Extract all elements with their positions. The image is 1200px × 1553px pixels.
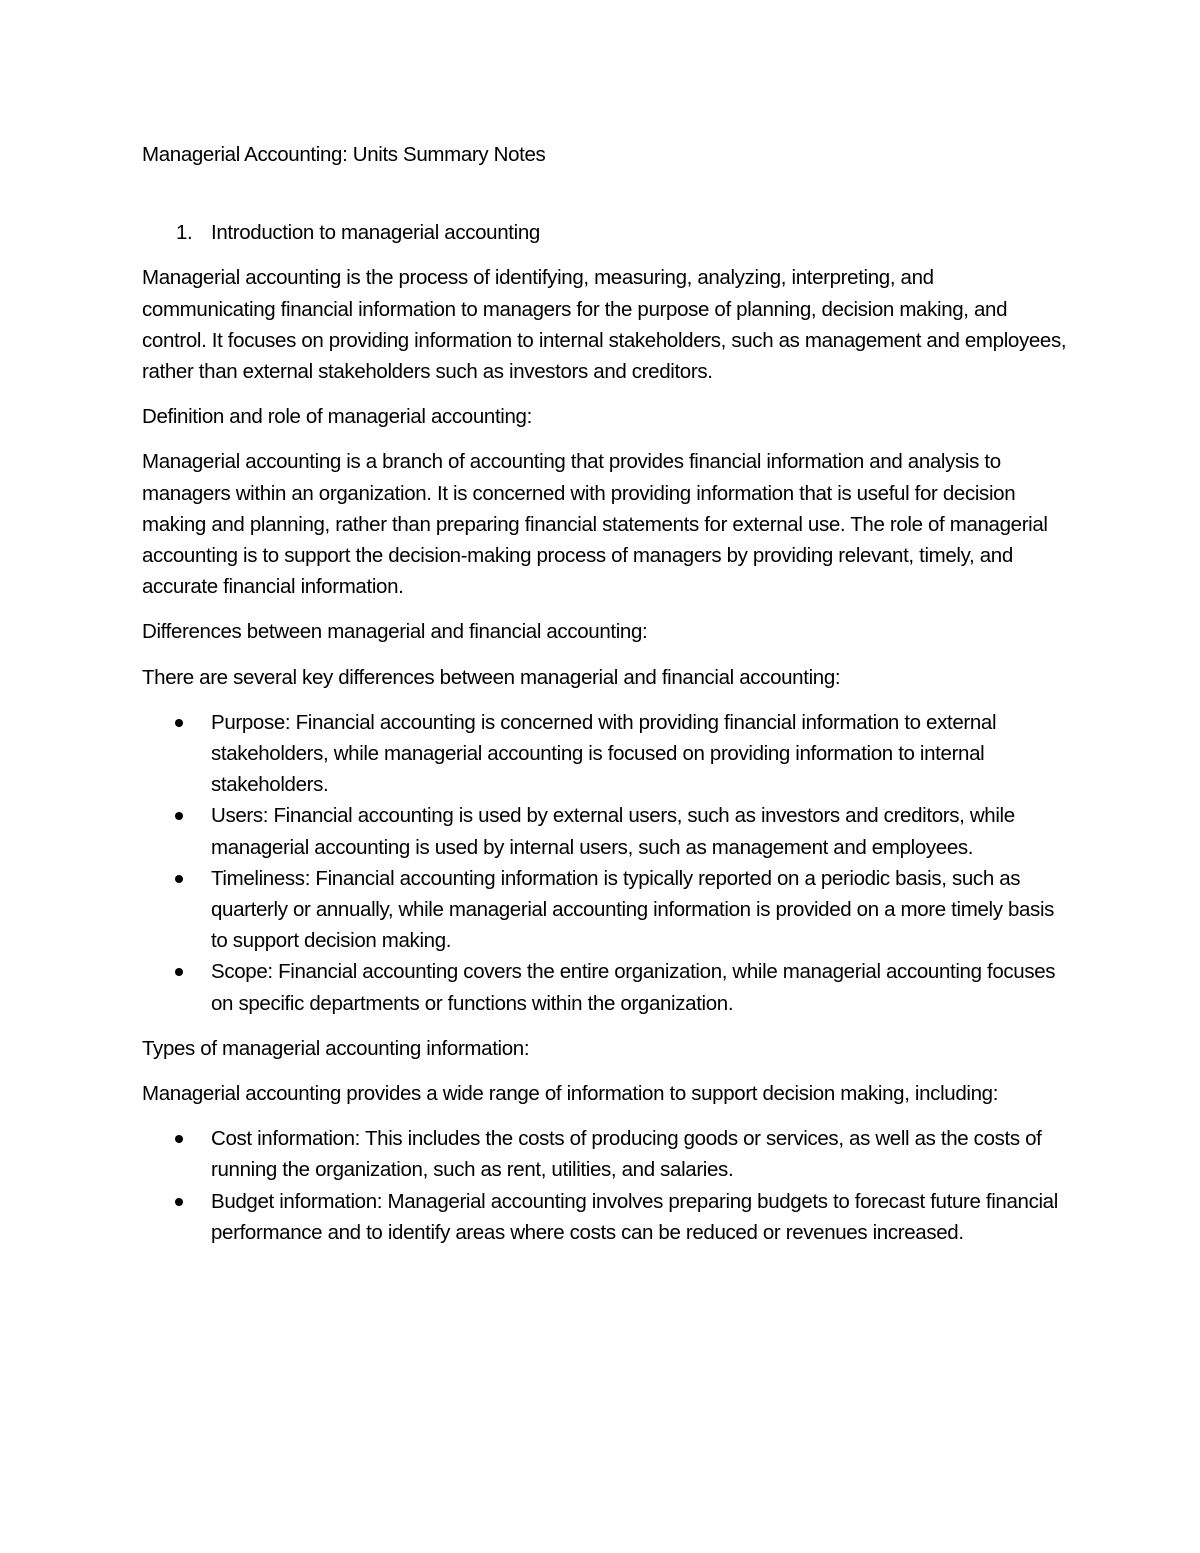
bullet-icon <box>175 1135 183 1143</box>
list-item-text: Budget information: Managerial accounting involves preparing budgets to forecast future financial performance and to identify areas where costs can be reduced or revenues increased. <box>211 1189 1058 1244</box>
list-item <box>142 956 1072 1018</box>
document-title: Managerial Accounting: Units Summary Notes <box>142 143 546 166</box>
section-item <box>142 217 1072 248</box>
section-heading: Introduction to managerial accounting <box>211 221 540 245</box>
bullet-icon <box>175 719 183 727</box>
bullet-icon <box>175 1198 183 1206</box>
types-list <box>142 1123 1072 1248</box>
list-item <box>142 1186 1072 1248</box>
list-item-text: Scope: Financial accounting covers the entire organization, while managerial accounting focuses on specific departments or functions within the organization. <box>211 960 1056 1015</box>
bullet-icon <box>175 875 183 883</box>
document-page <box>142 139 1072 1248</box>
list-item-text: Users: Financial accounting is used by external users, such as investors and creditors, while managerial accounting is used by internal users, such as management and employees. <box>211 804 1015 859</box>
definition-heading: Definition and role of managerial accounting: <box>142 405 532 429</box>
list-item <box>142 863 1072 957</box>
list-item-text: Cost information: This includes the costs of producing goods or services, as well as the costs of running the organization, such as rent, utilities, and salaries. <box>211 1127 1042 1182</box>
differences-list <box>142 707 1072 1019</box>
intro-paragraph: Managerial accounting is the process of identifying, measuring, analyzing, interpreting, and communicating financial information to managers for the purpose of planning, decision making, and control. It focuses on providing information to internal stakeholders, such as management and employees, rather than external stakeholders such as investors and creditors. <box>142 266 1067 384</box>
bullet-icon <box>175 812 183 820</box>
list-item <box>142 707 1072 801</box>
list-item <box>142 800 1072 862</box>
bullet-icon <box>175 968 183 976</box>
differences-heading: Differences between managerial and financial accounting: <box>142 620 648 644</box>
section-list <box>142 217 1072 248</box>
list-item <box>142 1123 1072 1185</box>
list-item-text: Purpose: Financial accounting is concerned with providing financial information to external stakeholders, while managerial accounting is focused on providing information to internal stakeholders. <box>211 710 997 797</box>
section-number: 1. <box>176 221 193 245</box>
types-heading: Types of managerial accounting information: <box>142 1036 530 1060</box>
definition-paragraph: Managerial accounting is a branch of accounting that provides financial information and analysis to managers within an organization. It is concerned with providing information that is useful for decision making and planning, rather than preparing financial statements for external use. The role of managerial accounting is to support the decision-making process of managers by providing relevant, timely, and accurate financial information. <box>142 450 1048 599</box>
differences-intro: There are several key differences between managerial and financial accounting: <box>142 665 841 689</box>
list-item-text: Timeliness: Financial accounting information is typically reported on a periodic basis, such as quarterly or annually, while managerial accounting information is provided on a more timely basis to support decision making. <box>211 866 1055 953</box>
types-intro: Managerial accounting provides a wide range of information to support decision making, including: <box>142 1082 999 1106</box>
